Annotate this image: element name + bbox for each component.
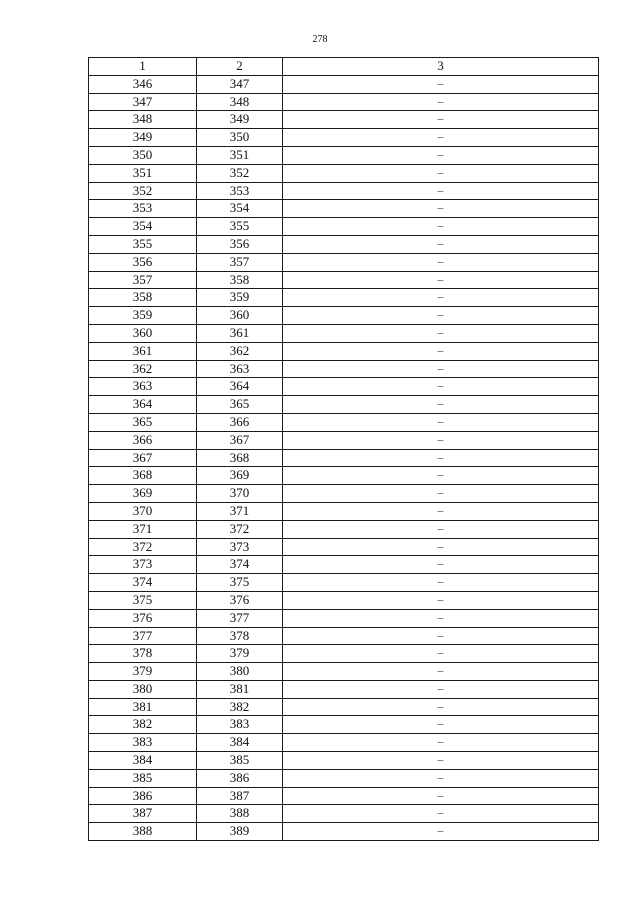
table-cell-col-3: – (283, 787, 599, 805)
table-cell-col-1: 352 (89, 182, 197, 200)
table-cell-col-2: 356 (197, 235, 283, 253)
table-cell-col-3: – (283, 75, 599, 93)
table-cell-col-1: 376 (89, 609, 197, 627)
table-cell-col-1: 358 (89, 289, 197, 307)
table-cell-col-3: – (283, 663, 599, 681)
data-table (88, 57, 599, 841)
table-cell-col-3: – (283, 378, 599, 396)
header-row (89, 58, 599, 76)
table-cell-col-2: 371 (197, 502, 283, 520)
table-cell-col-2: 355 (197, 218, 283, 236)
table-row (89, 716, 599, 734)
table-row (89, 396, 599, 414)
table-cell-col-2: 351 (197, 146, 283, 164)
table-cell-col-3: – (283, 289, 599, 307)
table-cell-col-2: 368 (197, 449, 283, 467)
column-header-3: 3 (283, 58, 599, 76)
table-cell-col-1: 380 (89, 680, 197, 698)
table-row (89, 271, 599, 289)
table-cell-col-3: – (283, 253, 599, 271)
table-cell-col-3: – (283, 734, 599, 752)
table-row (89, 218, 599, 236)
table-row (89, 805, 599, 823)
table-cell-col-2: 348 (197, 93, 283, 111)
table-cell-col-1: 366 (89, 431, 197, 449)
table-row (89, 787, 599, 805)
table-cell-col-2: 380 (197, 663, 283, 681)
table-cell-col-2: 365 (197, 396, 283, 414)
table-row (89, 253, 599, 271)
table-cell-col-3: – (283, 538, 599, 556)
page-number: 278 (312, 34, 328, 45)
table-cell-col-1: 347 (89, 93, 197, 111)
table-cell-col-1: 365 (89, 413, 197, 431)
table-cell-col-2: 353 (197, 182, 283, 200)
table-cell-col-1: 349 (89, 129, 197, 147)
table-cell-col-3: – (283, 609, 599, 627)
table-cell-col-1: 359 (89, 307, 197, 325)
table-cell-col-3: – (283, 680, 599, 698)
table-row (89, 752, 599, 770)
table-cell-col-1: 379 (89, 663, 197, 681)
table-cell-col-1: 385 (89, 769, 197, 787)
table-cell-col-3: – (283, 752, 599, 770)
table-cell-col-3: – (283, 396, 599, 414)
table-cell-col-2: 376 (197, 591, 283, 609)
table-cell-col-2: 379 (197, 645, 283, 663)
table-cell-col-1: 364 (89, 396, 197, 414)
table-cell-col-3: – (283, 235, 599, 253)
table-cell-col-2: 377 (197, 609, 283, 627)
table-cell-col-3: – (283, 502, 599, 520)
table-cell-col-3: – (283, 413, 599, 431)
table-row (89, 556, 599, 574)
table-cell-col-3: – (283, 805, 599, 823)
table-cell-col-1: 371 (89, 520, 197, 538)
table-cell-col-3: – (283, 716, 599, 734)
table-cell-col-1: 368 (89, 467, 197, 485)
column-header-1: 1 (89, 58, 197, 76)
table-cell-col-2: 388 (197, 805, 283, 823)
table-row (89, 769, 599, 787)
table-row (89, 485, 599, 503)
table-cell-col-1: 373 (89, 556, 197, 574)
table-row (89, 75, 599, 93)
table-cell-col-3: – (283, 324, 599, 342)
table-cell-col-3: – (283, 200, 599, 218)
table-row (89, 378, 599, 396)
table-row (89, 680, 599, 698)
table-cell-col-2: 378 (197, 627, 283, 645)
table-cell-col-2: 372 (197, 520, 283, 538)
table-cell-col-3: – (283, 182, 599, 200)
table-row (89, 591, 599, 609)
table-cell-col-1: 363 (89, 378, 197, 396)
table-row (89, 627, 599, 645)
table-cell-col-1: 353 (89, 200, 197, 218)
table-row (89, 360, 599, 378)
table-cell-col-1: 356 (89, 253, 197, 271)
table-cell-col-1: 361 (89, 342, 197, 360)
table-cell-col-2: 387 (197, 787, 283, 805)
table-cell-col-3: – (283, 431, 599, 449)
table-cell-col-1: 362 (89, 360, 197, 378)
table-row (89, 182, 599, 200)
table-row (89, 93, 599, 111)
table-cell-col-1: 388 (89, 823, 197, 841)
table-cell-col-2: 363 (197, 360, 283, 378)
table-cell-col-3: – (283, 360, 599, 378)
table-cell-col-2: 357 (197, 253, 283, 271)
table-cell-col-2: 360 (197, 307, 283, 325)
table-cell-col-2: 389 (197, 823, 283, 841)
table-cell-col-2: 350 (197, 129, 283, 147)
table-cell-col-2: 386 (197, 769, 283, 787)
table-cell-col-3: – (283, 574, 599, 592)
table-cell-col-1: 375 (89, 591, 197, 609)
table-cell-col-3: – (283, 627, 599, 645)
table-row (89, 235, 599, 253)
table-cell-col-2: 352 (197, 164, 283, 182)
table-row (89, 823, 599, 841)
table-cell-col-3: – (283, 271, 599, 289)
table-cell-col-1: 350 (89, 146, 197, 164)
table-cell-col-1: 386 (89, 787, 197, 805)
table-row (89, 146, 599, 164)
table-row (89, 645, 599, 663)
table-cell-col-3: – (283, 467, 599, 485)
table-cell-col-3: – (283, 93, 599, 111)
table-cell-col-3: – (283, 485, 599, 503)
table-row (89, 574, 599, 592)
table-cell-col-2: 382 (197, 698, 283, 716)
table-cell-col-2: 349 (197, 111, 283, 129)
table-cell-col-2: 367 (197, 431, 283, 449)
table-cell-col-3: – (283, 520, 599, 538)
table-cell-col-2: 361 (197, 324, 283, 342)
table-cell-col-2: 362 (197, 342, 283, 360)
table-cell-col-3: – (283, 591, 599, 609)
table-row (89, 467, 599, 485)
table-row (89, 342, 599, 360)
table-cell-col-2: 359 (197, 289, 283, 307)
table-cell-col-2: 347 (197, 75, 283, 93)
table-cell-col-3: – (283, 449, 599, 467)
table-row (89, 111, 599, 129)
table-row (89, 449, 599, 467)
table-cell-col-3: – (283, 556, 599, 574)
table-cell-col-2: 381 (197, 680, 283, 698)
table-row (89, 200, 599, 218)
table-row (89, 502, 599, 520)
table-row (89, 164, 599, 182)
table-cell-col-3: – (283, 164, 599, 182)
table-body (89, 75, 599, 840)
table-cell-col-2: 354 (197, 200, 283, 218)
table-cell-col-1: 383 (89, 734, 197, 752)
table-cell-col-2: 364 (197, 378, 283, 396)
table-row (89, 663, 599, 681)
table-row (89, 431, 599, 449)
table-cell-col-3: – (283, 698, 599, 716)
table-cell-col-2: 373 (197, 538, 283, 556)
table-cell-col-3: – (283, 769, 599, 787)
table-cell-col-1: 384 (89, 752, 197, 770)
table-cell-col-1: 382 (89, 716, 197, 734)
table-cell-col-2: 375 (197, 574, 283, 592)
table-cell-col-3: – (283, 645, 599, 663)
table-cell-col-3: – (283, 218, 599, 236)
table-cell-col-1: 360 (89, 324, 197, 342)
table-cell-col-3: – (283, 146, 599, 164)
table-row (89, 609, 599, 627)
table-cell-col-3: – (283, 823, 599, 841)
table-cell-col-1: 355 (89, 235, 197, 253)
table-cell-col-2: 374 (197, 556, 283, 574)
table-cell-col-1: 367 (89, 449, 197, 467)
table-row (89, 734, 599, 752)
table-cell-col-2: 366 (197, 413, 283, 431)
table-cell-col-2: 384 (197, 734, 283, 752)
table-row (89, 324, 599, 342)
table-cell-col-2: 385 (197, 752, 283, 770)
table-row (89, 307, 599, 325)
table-row (89, 129, 599, 147)
table-cell-col-2: 370 (197, 485, 283, 503)
table-cell-col-2: 383 (197, 716, 283, 734)
table-header (89, 58, 599, 76)
table-cell-col-1: 369 (89, 485, 197, 503)
table-cell-col-1: 377 (89, 627, 197, 645)
table-cell-col-1: 346 (89, 75, 197, 93)
column-header-2: 2 (197, 58, 283, 76)
table-row (89, 538, 599, 556)
table-cell-col-1: 387 (89, 805, 197, 823)
table-cell-col-3: – (283, 129, 599, 147)
table-cell-col-2: 358 (197, 271, 283, 289)
table-cell-col-3: – (283, 307, 599, 325)
table-cell-col-2: 369 (197, 467, 283, 485)
table-cell-col-1: 381 (89, 698, 197, 716)
table-cell-col-1: 354 (89, 218, 197, 236)
table-cell-col-1: 372 (89, 538, 197, 556)
table-row (89, 698, 599, 716)
table-cell-col-3: – (283, 111, 599, 129)
table-row (89, 289, 599, 307)
table-cell-col-1: 378 (89, 645, 197, 663)
table-row (89, 413, 599, 431)
table-cell-col-1: 351 (89, 164, 197, 182)
table-cell-col-3: – (283, 342, 599, 360)
table-cell-col-1: 374 (89, 574, 197, 592)
table-cell-col-1: 357 (89, 271, 197, 289)
table-cell-col-1: 370 (89, 502, 197, 520)
table-cell-col-1: 348 (89, 111, 197, 129)
table-row (89, 520, 599, 538)
